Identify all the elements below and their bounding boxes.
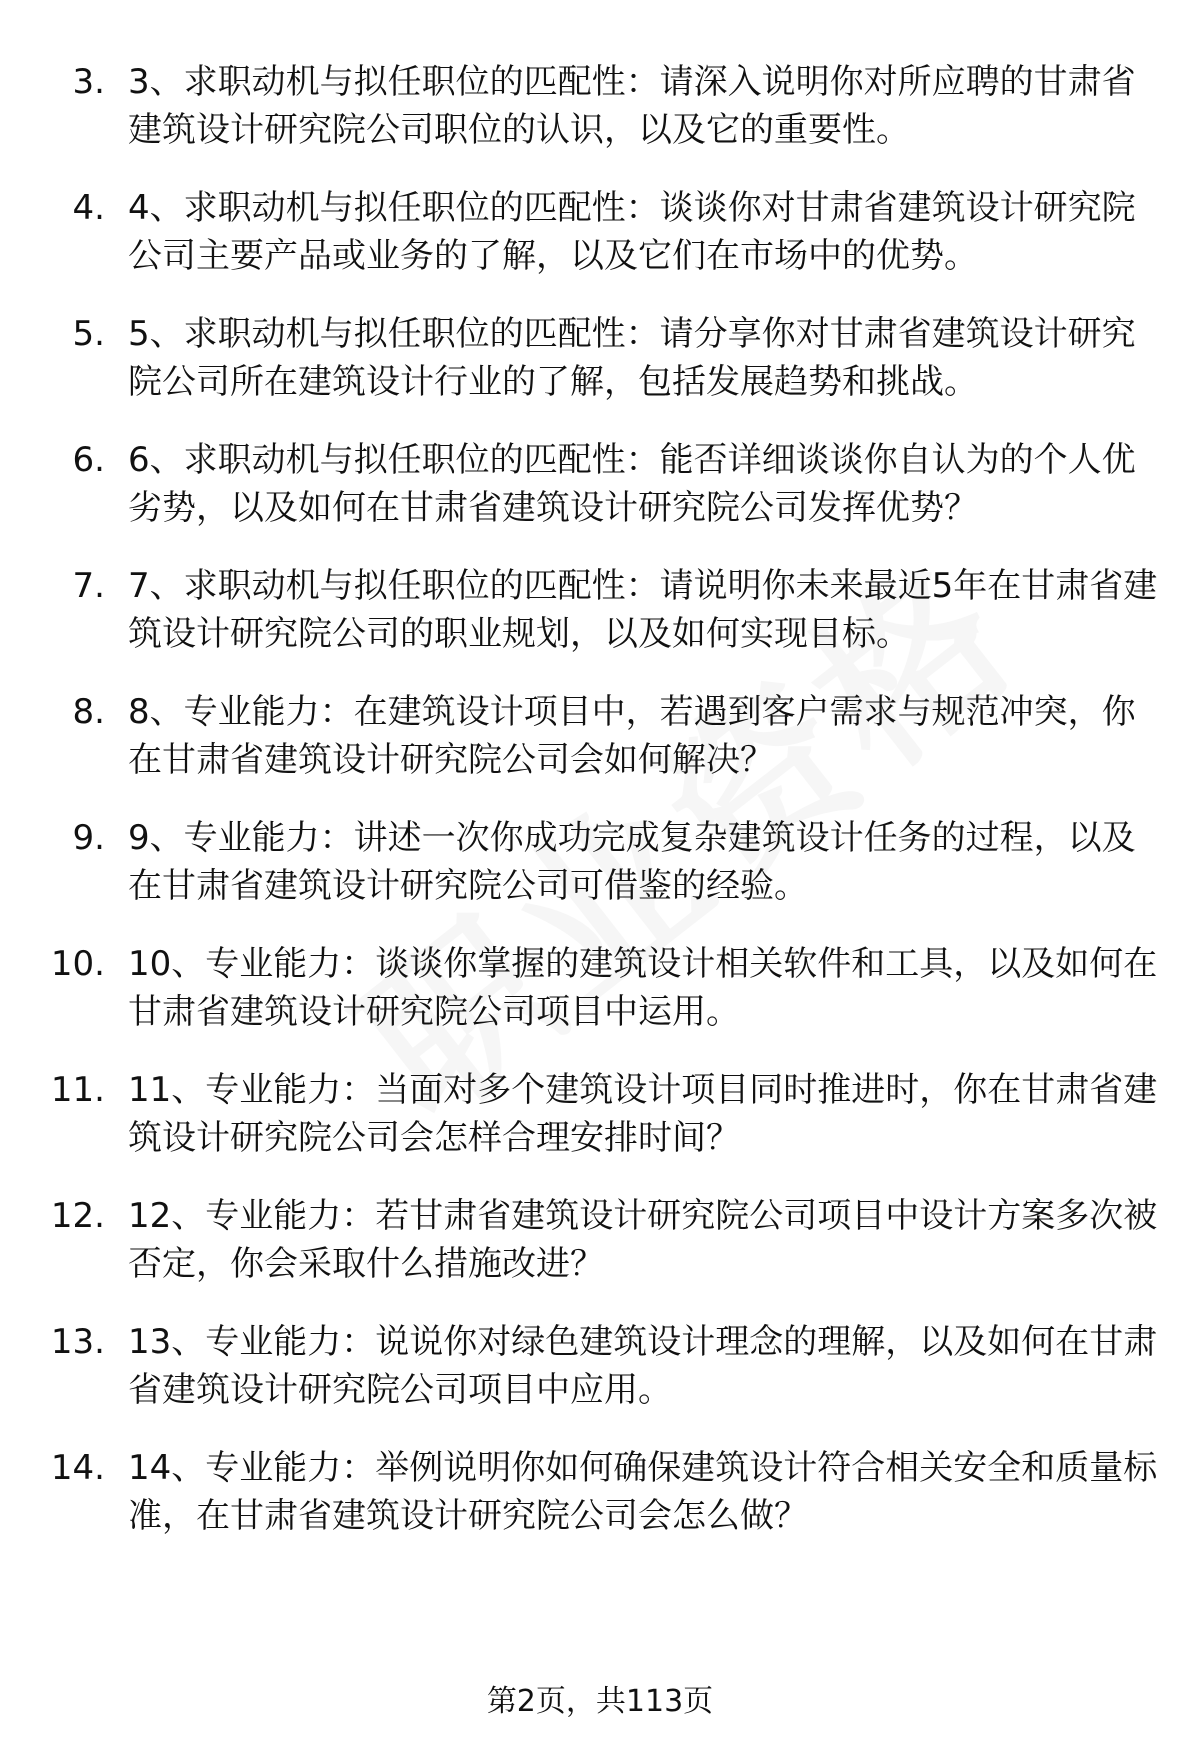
question-number: 12. (50, 1196, 105, 1236)
question-text: 6、求职动机与拟任职位的匹配性：能否详细谈谈你自认为的个人优劣势，以及如何在甘肃省建筑设计研究院公司发挥优势？ (128, 440, 1136, 528)
question-text: 7、求职动机与拟任职位的匹配性：请说明你未来最近5年在甘肃省建筑设计研究院公司的职业规划，以及如何实现目标。 (128, 566, 1158, 654)
question-number: 9. (72, 818, 105, 858)
question-number: 6. (72, 440, 105, 480)
list-item (0, 814, 1200, 940)
question-text: 14、专业能力：举例说明你如何确保建筑设计符合相关安全和质量标准，在甘肃省建筑设计研究院公司会怎么做？ (128, 1448, 1158, 1536)
question-text: 11、专业能力：当面对多个建筑设计项目同时推进时，你在甘肃省建筑设计研究院公司会怎样合理安排时间？ (128, 1070, 1158, 1158)
question-text: 5、求职动机与拟任职位的匹配性：请分享你对甘肃省建筑设计研究院公司所在建筑设计行业的了解，包括发展趋势和挑战。 (128, 314, 1136, 402)
question-number: 10. (50, 944, 105, 984)
question-number: 13. (50, 1322, 105, 1362)
question-text: 9、专业能力：讲述一次你成功完成复杂建筑设计任务的过程，以及在甘肃省建筑设计研究院公司可借鉴的经验。 (128, 818, 1136, 906)
question-text: 4、求职动机与拟任职位的匹配性：谈谈你对甘肃省建筑设计研究院公司主要产品或业务的了解，以及它们在市场中的优势。 (128, 188, 1136, 276)
list-item (0, 184, 1200, 310)
list-item (0, 58, 1200, 184)
question-number: 14. (50, 1448, 105, 1488)
list-item (0, 1066, 1200, 1192)
list-item (0, 310, 1200, 436)
question-number: 8. (72, 692, 105, 732)
list-item (0, 436, 1200, 562)
question-text: 12、专业能力：若甘肃省建筑设计研究院公司项目中设计方案多次被否定，你会采取什么措施改进？ (128, 1196, 1158, 1284)
question-number: 11. (50, 1070, 105, 1110)
list-item (0, 1318, 1200, 1444)
question-number: 7. (72, 566, 105, 606)
question-text: 10、专业能力：谈谈你掌握的建筑设计相关软件和工具，以及如何在甘肃省建筑设计研究院公司项目中运用。 (128, 944, 1158, 1032)
question-list (0, 58, 1200, 1570)
question-text: 3、求职动机与拟任职位的匹配性：请深入说明你对所应聘的甘肃省建筑设计研究院公司职位的认识，以及它的重要性。 (128, 62, 1136, 150)
question-text: 13、专业能力：说说你对绿色建筑设计理念的理解，以及如何在甘肃省建筑设计研究院公司项目中应用。 (128, 1322, 1158, 1410)
list-item (0, 562, 1200, 688)
list-item (0, 1192, 1200, 1318)
question-number: 3. (72, 62, 105, 102)
page-number: 第2页，共113页 (486, 1684, 714, 1719)
list-item (0, 940, 1200, 1066)
list-item (0, 1444, 1200, 1570)
question-number: 4. (72, 188, 105, 228)
question-text: 8、专业能力：在建筑设计项目中，若遇到客户需求与规范冲突，你在甘肃省建筑设计研究院公司会如何解决？ (128, 692, 1136, 780)
question-number: 5. (72, 314, 105, 354)
list-item (0, 688, 1200, 814)
